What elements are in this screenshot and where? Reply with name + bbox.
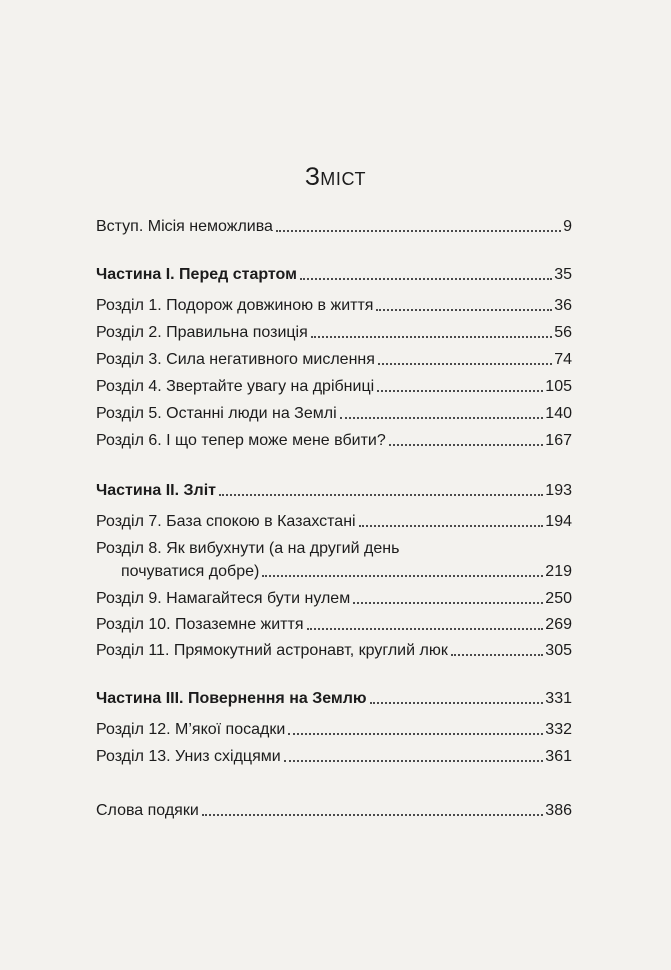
- dot-leader: [376, 309, 552, 311]
- toc-entry-label: Розділ 5. Останні люди на Землі: [96, 405, 337, 422]
- toc-entry-chapter-3: [96, 351, 572, 369]
- toc-entry-label: Розділ 1. Подорож довжиною в життя: [96, 297, 374, 314]
- toc-entry-chapter-11: [96, 642, 572, 660]
- toc-entry-label: Розділ 3. Сила негативного мислення: [96, 351, 375, 368]
- toc-entry-chapter-13: [96, 748, 572, 766]
- toc-entry-part-3: [96, 690, 572, 708]
- toc-entry-label: Розділ 2. Правильна позиція: [96, 324, 308, 341]
- toc-entry-label: Розділ 6. І що тепер може мене вбити?: [96, 432, 386, 449]
- toc-entry-chapter-2: [96, 324, 572, 342]
- toc-entry-page: 193: [545, 482, 572, 499]
- toc-entry-label: Розділ 9. Намагайтеся бути нулем: [96, 590, 351, 607]
- toc-entry-label: Розділ 11. Прямокутний астронавт, круглий люк: [96, 642, 448, 659]
- toc-entry-label: Частина І. Перед стартом: [96, 266, 297, 283]
- toc-entry-label-line2: почуватися добре): [121, 563, 260, 580]
- toc-entry-chapter-5: [96, 405, 572, 423]
- toc-entry-label: Розділ 13. Униз східцями: [96, 748, 281, 765]
- toc-entry-page: 35: [554, 266, 572, 283]
- page-title: [0, 163, 671, 192]
- toc-entry-chapter-12: [96, 721, 572, 739]
- toc-entry-chapter-10: [96, 616, 572, 634]
- dot-leader: [378, 363, 552, 365]
- toc-entry-label-line1: Розділ 8. Як вибухнути (а на другий день: [96, 540, 400, 557]
- toc-entry-page: 36: [554, 297, 572, 314]
- dot-leader: [340, 417, 544, 419]
- toc-entry-introduction: [96, 218, 572, 236]
- toc-entry-label: Слова подяки: [96, 802, 199, 819]
- toc-entry-label: Розділ 12. М’якої посадки: [96, 721, 286, 738]
- toc-entry-label: Розділ 4. Звертайте увагу на дрібниці: [96, 378, 375, 395]
- toc-entry-chapter-1: [96, 297, 572, 315]
- toc-entry-label: Розділ 10. Позаземне життя: [96, 616, 304, 633]
- toc-entry-page: 194: [545, 513, 572, 530]
- dot-leader: [219, 494, 543, 496]
- toc-entry-page: 56: [554, 324, 572, 341]
- toc-entry-chapter-6: [96, 432, 572, 450]
- toc-entry-page: 332: [545, 721, 572, 738]
- dot-leader: [276, 230, 561, 232]
- dot-leader: [311, 336, 552, 338]
- toc-entry-chapter-8: [96, 540, 572, 581]
- toc-entry-page: 361: [545, 748, 572, 765]
- toc-entry-page: 74: [554, 351, 572, 368]
- toc-entry-page: 331: [545, 690, 572, 707]
- dot-leader: [202, 814, 544, 816]
- dot-leader: [262, 575, 543, 577]
- toc-entry-chapter-4: [96, 378, 572, 396]
- toc-entry-label: Розділ 7. База спокою в Казахстані: [96, 513, 356, 530]
- toc-entry-page: 219: [545, 563, 572, 580]
- dot-leader: [389, 444, 544, 446]
- toc-entry-label: Вступ. Місія неможлива: [96, 218, 273, 235]
- toc-entry-page: 250: [545, 590, 572, 607]
- toc-entry-page: 269: [545, 616, 572, 633]
- toc-entry-page: 105: [545, 378, 572, 395]
- dot-leader: [300, 278, 552, 280]
- toc-entry-label: Частина ІІ. Зліт: [96, 482, 216, 499]
- dot-leader: [451, 654, 543, 656]
- toc-entry-chapter-7: [96, 513, 572, 531]
- dot-leader: [377, 390, 543, 392]
- toc-entry-chapter-9: [96, 590, 572, 608]
- toc-entry-part-2: [96, 482, 572, 500]
- title-rest: МІСТ: [320, 169, 367, 189]
- title-initial: З: [304, 163, 321, 191]
- dot-leader: [353, 602, 543, 604]
- toc-entry-page: 140: [545, 405, 572, 422]
- toc-entry-acknowledgements: [96, 802, 572, 820]
- toc-entry-page: 305: [545, 642, 572, 659]
- toc-entry-page: 9: [563, 218, 572, 235]
- dot-leader: [284, 760, 544, 762]
- toc-entry-part-1: [96, 266, 572, 284]
- dot-leader: [370, 702, 544, 704]
- toc-entry-page: 167: [545, 432, 572, 449]
- dot-leader: [288, 733, 543, 735]
- toc-entry-page: 386: [545, 802, 572, 819]
- dot-leader: [307, 628, 544, 630]
- dot-leader: [359, 525, 544, 527]
- toc-entry-label: Частина ІІІ. Повернення на Землю: [96, 690, 367, 707]
